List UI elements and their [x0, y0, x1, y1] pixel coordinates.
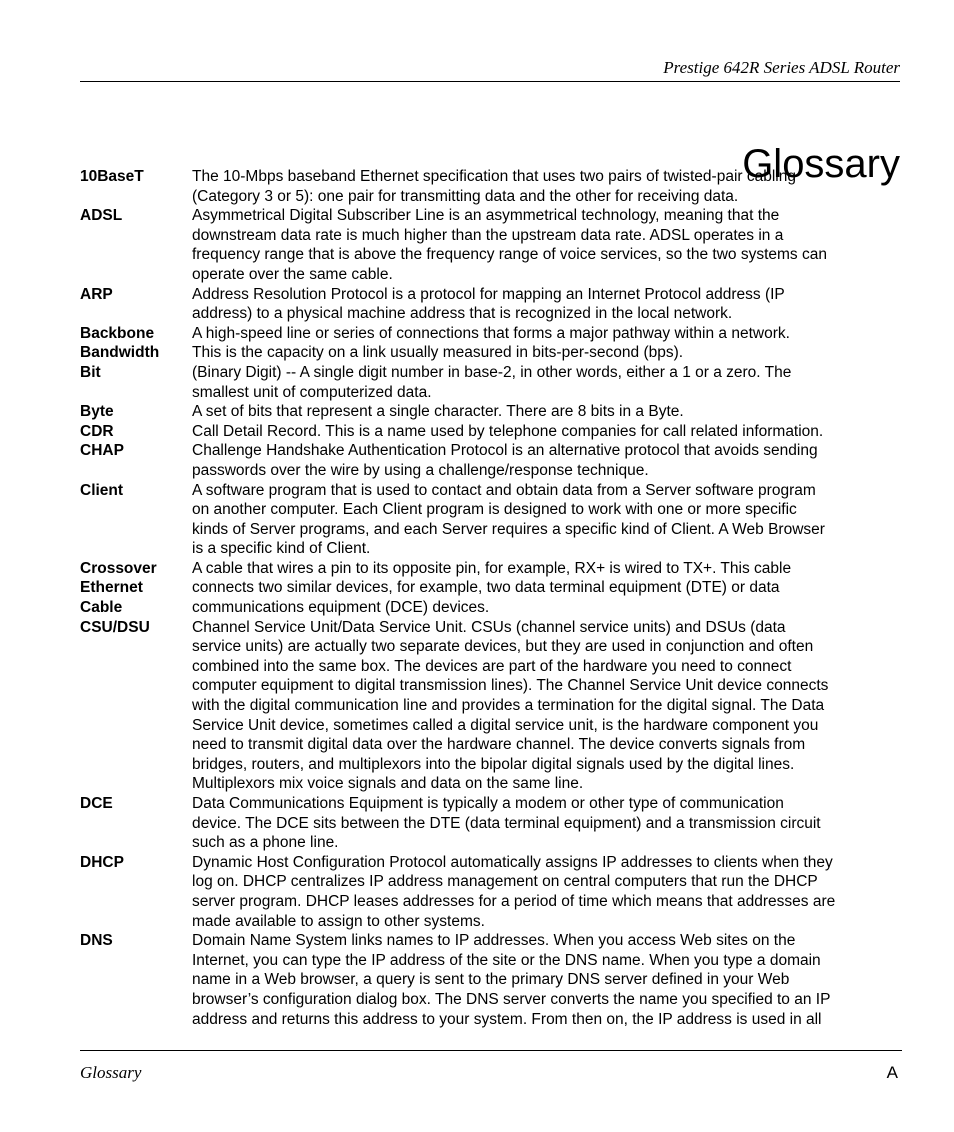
glossary-definition: Asymmetrical Digital Subscriber Line is an asymmetrical technology, meaning that the downstream data rate is much higher than the upstream data rate. ADSL operates in a frequency range that is above the frequency range of voice services, so the two systems can operate over the same cable.: [192, 207, 827, 283]
glossary-term: DNS: [80, 932, 113, 950]
footer-section-title: Glossary: [80, 1063, 142, 1082]
glossary-term: Byte: [80, 403, 114, 421]
glossary-entry-bandwidth: [80, 343, 902, 363]
glossary-definition: (Binary Digit) -- A single digit number in base-2, in other words, either a 1 or a zero. The smallest unit of computerized data.: [192, 363, 792, 401]
glossary-definition: Challenge Handshake Authentication Protocol is an alternative protocol that avoids sending passwords over the wire by using a challenge/response technique.: [192, 442, 818, 479]
running-header: Prestige 642R Series ADSL Router: [663, 58, 900, 77]
glossary-entry-arp: [80, 285, 902, 324]
glossary-term: Bandwidth: [80, 344, 160, 362]
glossary-entry-adsl: [80, 206, 902, 284]
glossary-entry-client: [80, 481, 902, 559]
glossary-entry-bit: [80, 363, 902, 402]
glossary-definition: Dynamic Host Configuration Protocol automatically assigns IP addresses to clients when they log on. DHCP centralizes IP address management on central computers that run the DHCP server program. DHCP leases addresses for a period of time which means that addresses are made available to assign to other systems.: [192, 853, 836, 930]
glossary-definition: Domain Name System links names to IP addresses. When you access Web sites on the Internet, you can type the IP address of the site or the DNS name. When you type a domain name in a Web browser, a query is sent to the primary DNS server defined in your Web browser’s configuration dialog box. The DNS server converts the name you specified to an IP address and returns this address to your system. From then on, the IP address is used in all: [192, 932, 831, 1028]
glossary-entry-dce: [80, 794, 902, 853]
glossary-definition: This is the capacity on a link usually measured in bits-per-second (bps).: [192, 344, 684, 362]
glossary-entry-byte: [80, 402, 902, 422]
glossary-entry-chap: [80, 441, 902, 480]
footer-rule: [80, 1050, 902, 1051]
glossary-entry-crossover-ethernet-cable: [80, 559, 902, 618]
glossary-definition: A high-speed line or series of connections that forms a major pathway within a network.: [192, 324, 790, 342]
glossary-entry-dns: [80, 931, 902, 1029]
glossary-term: DCE: [80, 795, 113, 812]
glossary-term: Crossover Ethernet Cable: [80, 559, 157, 617]
glossary-definition: Address Resolution Protocol is a protocol for mapping an Internet Protocol address (IP address) to a physical machine address that is recognized in the local network.: [192, 285, 785, 323]
glossary-definition: Channel Service Unit/Data Service Unit. CSUs (channel service units) and DSUs (data service units) are actually two separate devices, but they are used in conjunction and often combined into the same box. The devices are part of the hardware you need to connect computer equipment to digital transmission lines). The Channel Service Unit device connects with the digital communication line and provides a termination for the digital signal. The Data Service Unit device, sometimes called a digital service unit, is the hardware component you need to transmit digital data over the hardware channel. The device converts signals from bridges, routers, and multiplexors into the bipolar digital signals used by the digital lines. Multiplexors mix voice signals and data on the same line.: [192, 618, 829, 793]
glossary-entry-csu-dsu: [80, 618, 902, 794]
glossary-definition: A cable that wires a pin to its opposite pin, for example, RX+ is wired to TX+. This cable connects two similar devices, for example, two data terminal equipment (DTE) or data communications equipment (DCE) devices.: [192, 559, 792, 617]
glossary-entry-dhcp: [80, 853, 902, 931]
glossary-term: CSU/DSU: [80, 618, 150, 636]
glossary-term: Bit: [80, 363, 101, 381]
page-title: Glossary: [742, 141, 900, 186]
glossary-term: CHAP: [80, 442, 124, 460]
glossary-definition: The 10-Mbps baseband Ethernet specification that uses two pairs of twisted-pair cabling (Category 3 or 5): one pair for transmitting data and the other for receiving data.: [192, 168, 796, 205]
glossary-list: [80, 167, 902, 1029]
glossary-term: Backbone: [80, 324, 155, 342]
glossary-term: ADSL: [80, 207, 123, 225]
page-number: A: [886, 1063, 898, 1082]
glossary-term: DHCP: [80, 853, 124, 871]
glossary-definition: A software program that is used to contact and obtain data from a Server software program on another computer. Each Client program is designed to work with one or more specific kinds of Server programs, and each Server requires a specific kind of Client. A Web Browser is a specific kind of Client.: [192, 481, 825, 558]
glossary-term: CDR: [80, 422, 114, 440]
glossary-entry-backbone: [80, 324, 902, 344]
glossary-term: Client: [80, 481, 124, 499]
glossary-term: 10BaseT: [80, 168, 144, 185]
glossary-definition: Call Detail Record. This is a name used by telephone companies for call related information.: [192, 422, 824, 440]
glossary-entry-10baset: [80, 167, 902, 206]
header-rule: [80, 81, 900, 82]
glossary-term: ARP: [80, 285, 113, 303]
glossary-definition: A set of bits that represent a single character. There are 8 bits in a Byte.: [192, 403, 684, 421]
glossary-definition: Data Communications Equipment is typically a modem or other type of communication device. The DCE sits between the DTE (data terminal equipment) and a transmission circuit such as a phone line.: [192, 795, 821, 852]
glossary-entry-cdr: [80, 422, 902, 442]
